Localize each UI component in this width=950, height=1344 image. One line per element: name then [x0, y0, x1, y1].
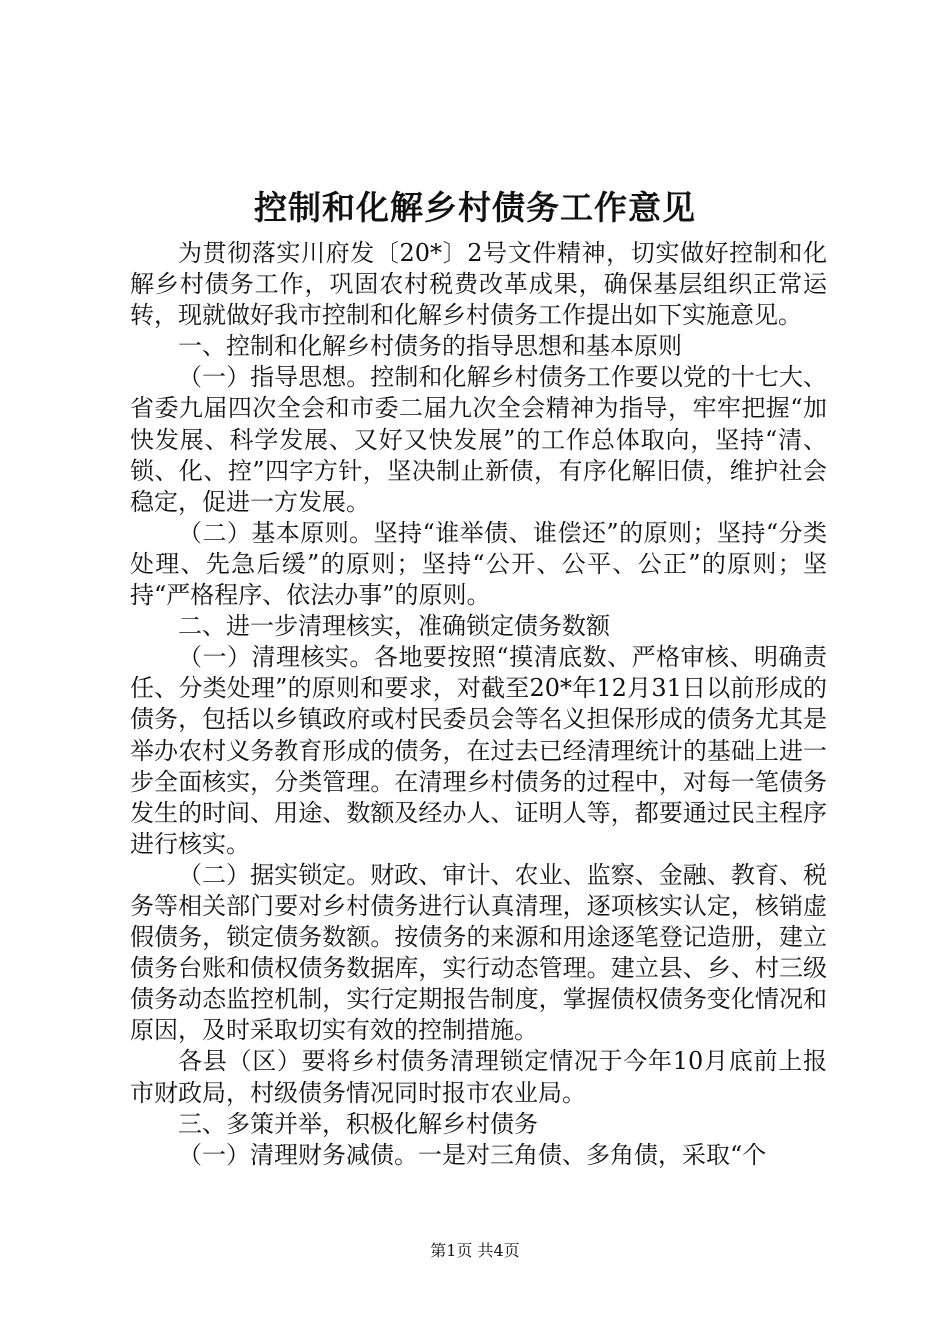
page-indicator: 第1页 共4页 [430, 1241, 520, 1260]
paragraph-basic-principles: （二）基本原则。坚持“谁举债、谁偿还”的原则；坚持“分类处理、先急后缓”的原则；坚持“公开、公平、公正”的原则；坚持“严格程序、依法办事”的原则。 [130, 518, 827, 610]
paragraph-guiding-thought: （一）指导思想。控制和化解乡村债务工作要以党的十七大、省委九届四次全会和市委二届九次全会精神为指导，牢牢把握“加快发展、科学发展、又好又快发展”的工作总体取向，坚持“清、锁、化、控”四字方针，坚决制止新债，有序化解旧债，维护社会稳定，促进一方发展。 [130, 363, 827, 516]
paragraph-debt-reduction: （一）清理财务减债。一是对三角债、多角债，采取“个 [178, 1140, 767, 1169]
paragraph-reporting: 各县（区）要将乡村债务清理锁定情况于今年10月底前上报市财政局，村级债务情况同时报市农业局。 [130, 1047, 827, 1107]
paragraph-intro: 为贯彻落实川府发〔20*〕2号文件精神，切实做好控制和化解乡村债务工作，巩固农村税费改革成果，确保基层组织正常运转，现就做好我市控制和化解乡村债务工作提出如下实施意见。 [130, 239, 827, 330]
paragraph-lock-in: （二）据实锁定。财政、审计、农业、监察、金融、教育、税务等相关部门要对乡村债务进行认真清理，逐项核实认定，核销虚假债务，锁定债务数额。按债务的来源和用途逐笔登记造册，建立债务台账和债权债务数据库，实行动态管理。建立县、乡、村三级债务动态监控机制，实行定期报告制度，掌握债权债务变化情况和原因，及时采取切实有效的控制措施。 [130, 860, 827, 1045]
document-title: 控制和化解乡村债务工作意见 [254, 188, 696, 227]
document-body [130, 238, 827, 1171]
heading-section-3: 三、多策并举，积极化解乡村债务 [178, 1109, 538, 1138]
heading-section-2: 二、进一步清理核实，准确锁定债务数额 [178, 612, 610, 641]
paragraph-verification: （一）清理核实。各地要按照“摸清底数、严格审核、明确责任、分类处理”的原则和要求，对截至20*年12月31日以前形成的债务，包括以乡镇政府或村民委员会等名义担保形成的债务尤其是举办农村义务教育形成的债务，在过去已经清理统计的基础上进一步全面核实，分类管理。在清理乡村债务的过程中，对每一笔债务发生的时间、用途、数额及经办人、证明人等，都要通过民主程序进行核实。 [130, 643, 827, 858]
heading-section-1: 一、控制和化解乡村债务的指导思想和基本原则 [178, 332, 682, 361]
page-footer [0, 1240, 950, 1262]
